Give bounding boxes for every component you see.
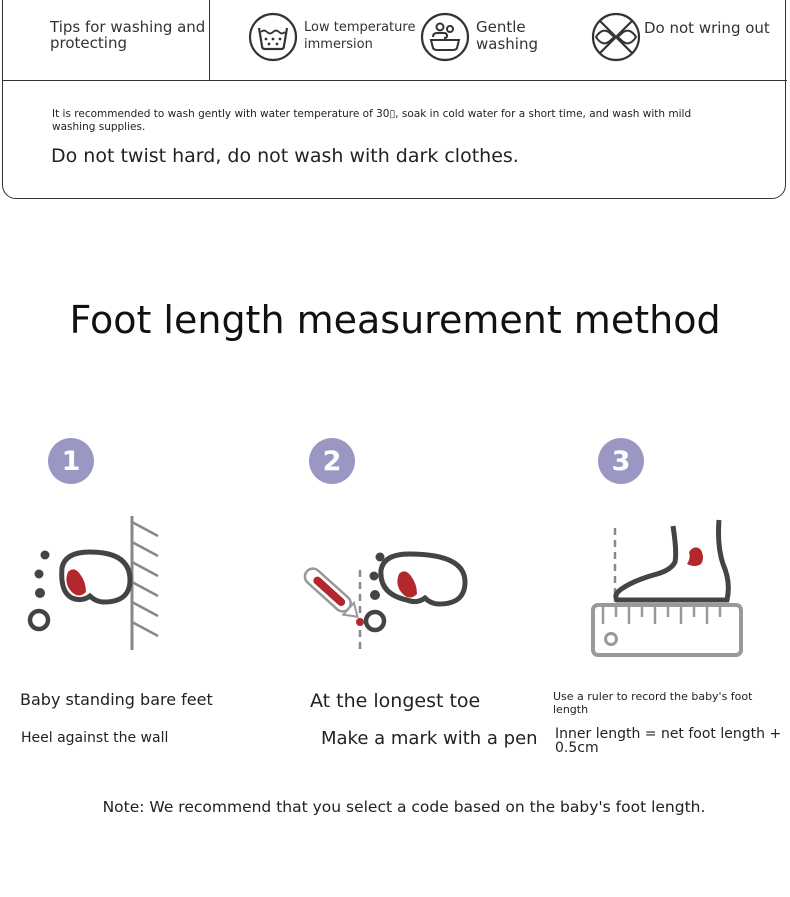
step-2-badge: 2 bbox=[309, 438, 355, 484]
care-item-label: Do not wring out bbox=[644, 19, 770, 37]
do-not-wring-icon bbox=[591, 12, 641, 62]
care-divider-horizontal bbox=[2, 80, 787, 81]
step-1-badge: 1 bbox=[48, 438, 94, 484]
step-2-line-2: Make a mark with a pen bbox=[321, 728, 538, 749]
care-item-low-temperature bbox=[248, 12, 416, 62]
step-2-line-1: At the longest toe bbox=[310, 690, 481, 712]
foot-on-ruler-illustration bbox=[585, 512, 750, 662]
pen-marking-toe-illustration bbox=[295, 540, 470, 655]
care-item-label: Low temperature immersion bbox=[304, 20, 416, 52]
care-note-detail: It is recommended to wash gently with water temperature of 30▯, soak in cold water for a short time, and wash with mild washing supplies. bbox=[52, 108, 692, 133]
step-3-badge: 3 bbox=[598, 438, 644, 484]
low-temperature-immersion-icon bbox=[248, 12, 298, 62]
care-item-gentle-washing bbox=[420, 12, 556, 62]
step-1-line-1: Baby standing bare feet bbox=[20, 690, 213, 709]
step-3-line-1: Use a ruler to record the baby's foot length bbox=[553, 690, 753, 716]
care-title: Tips for washing and protecting bbox=[50, 18, 206, 52]
step-3-line-2: Inner length = net foot length + 0.5cm bbox=[555, 726, 782, 756]
care-note-warning: Do not twist hard, do not wash with dark clothes. bbox=[51, 145, 519, 167]
care-item-do-not-wring bbox=[591, 12, 790, 62]
section-title: Foot length measurement method bbox=[69, 298, 721, 342]
footer-note: Note: We recommend that you select a code based on the baby's foot length. bbox=[102, 798, 706, 816]
gentle-washing-icon bbox=[420, 12, 470, 62]
care-item-label: Gentle washing bbox=[476, 18, 538, 53]
step-1-line-2: Heel against the wall bbox=[21, 730, 169, 746]
foot-against-wall-illustration bbox=[20, 510, 170, 660]
